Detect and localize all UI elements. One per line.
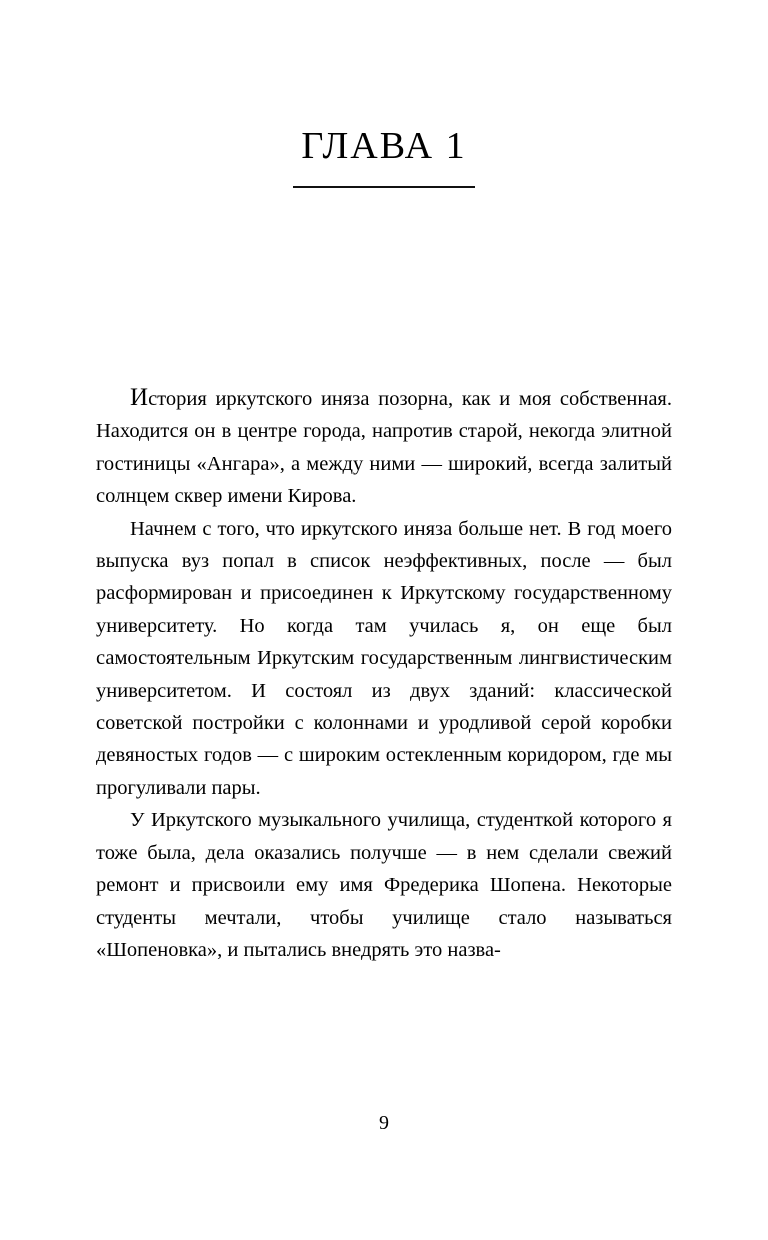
chapter-body [96, 382, 672, 966]
chapter-title: ГЛАВА 1 [301, 125, 467, 167]
page-number: 9 [379, 1112, 389, 1134]
paragraph-2: Начнем с того, что иркутского иняза больше нет. В год моего выпуска вуз попал в список неэффективных, после — был расформирован и присоединен к Иркутскому государственному университету. Но когда там училась я, он еще был самостоятельным Иркутским государственным лингвистическим университетом. И состоял из двух зданий: классической советской постройки с колоннами и уродливой серой коробки девяностых годов — с широким остекленным коридором, где мы прогуливали пары. [96, 517, 672, 799]
paragraph-1: История иркутского иняза позорна, как и моя собственная. Находится он в центре города, напротив старой, некогда элитной гостиницы «Ангара», а между ними — широкий, всегда залитый солнцем сквер имени Кирова. [96, 384, 672, 508]
paragraph-3: У Иркутского музыкального училища, студенткой которого я тоже была, дела оказались получше — в нем сделали свежий ремонт и присвоили ему имя Фредерика Шопена. Некоторые студенты мечтали, чтобы училище стало называться «Шопеновка», и пытались внедрять это назва- [96, 809, 672, 961]
heading-divider [293, 186, 475, 188]
